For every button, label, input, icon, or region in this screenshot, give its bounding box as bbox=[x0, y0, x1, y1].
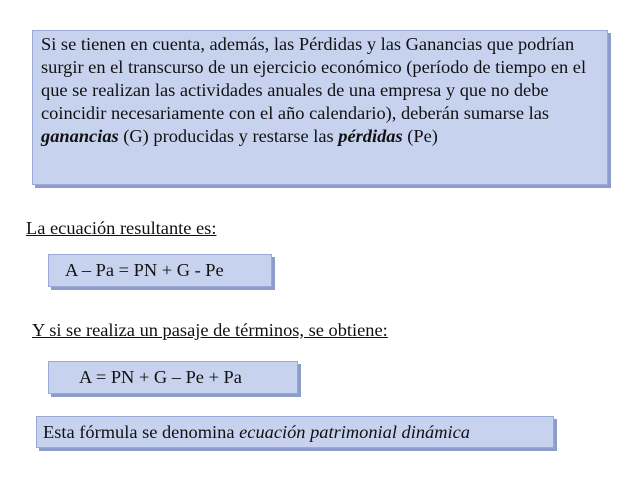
formula-name-box bbox=[36, 416, 554, 448]
formula-name-emph: ecuación patrimonial dinámica bbox=[239, 422, 470, 442]
intro-emph-ganancias: ganancias bbox=[41, 126, 119, 146]
intro-text-box bbox=[32, 30, 608, 185]
intro-text-middle: (G) producidas y restarse las bbox=[118, 126, 339, 146]
formula-name-text: Esta fórmula se denomina bbox=[43, 422, 240, 442]
intro-text-start: Si se tienen en cuenta, además, las Pérdidas y las Ganancias que podrían surgir en el transcurso de un ejercicio económico (período de tiempo en el que se realizan las actividades anuales de una empresa y que no debe coincidir necesariamente con el año calendario), deberán sumarse las bbox=[41, 34, 587, 123]
equation-transposed-text: A = PN + G – Pe + Pa bbox=[79, 367, 242, 387]
equation-static-text: A – Pa = PN + G - Pe bbox=[65, 260, 224, 280]
intro-text-end: (Pe) bbox=[402, 126, 438, 146]
resulting-equation-heading: La ecuación resultante es: bbox=[26, 218, 217, 238]
equation-box-transposed bbox=[48, 361, 298, 394]
intro-emph-perdidas: pérdidas bbox=[338, 126, 403, 146]
transposition-heading: Y si se realiza un pasaje de términos, se obtiene: bbox=[32, 320, 388, 340]
equation-box-static bbox=[48, 254, 272, 287]
